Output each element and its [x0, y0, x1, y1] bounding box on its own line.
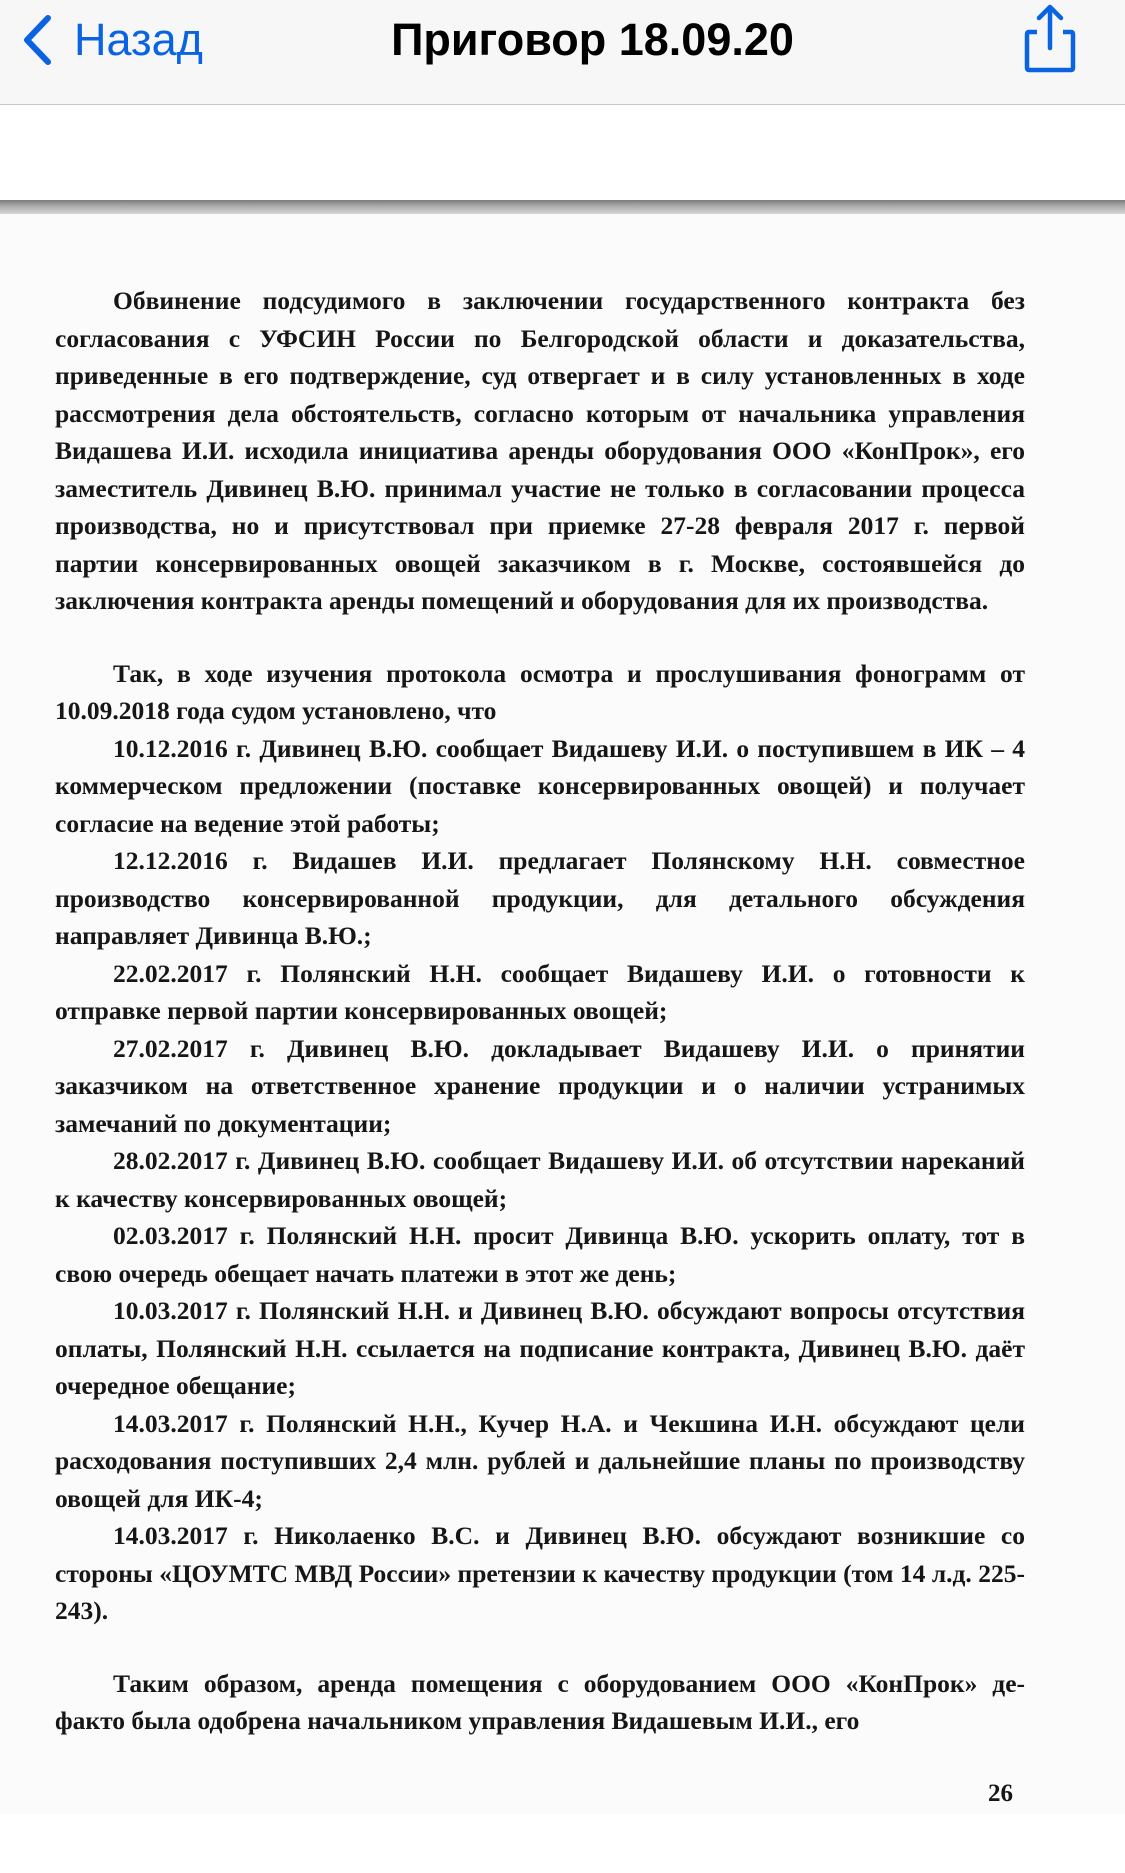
paragraph-entry: 02.03.2017 г. Полянский Н.Н. просит Дивинца В.Ю. ускорить оплату, тот в свою очередь обещает начать платежи в этот же день; [55, 1221, 1025, 1288]
share-button[interactable] [1015, 2, 1085, 74]
paragraph-entry: 14.03.2017 г. Полянский Н.Н., Кучер Н.А. и Чекшина И.Н. обсуждают цели расходования поступивших 2,4 млн. рублей и дальнейшие планы по производству овощей для ИК-4; [55, 1408, 1025, 1513]
page-top-shadow [0, 200, 1125, 214]
document-page[interactable] [0, 214, 1125, 1814]
paragraph-entry: 12.12.2016 г. Видашев И.И. предлагает Полянскому Н.Н. совместное производство консервированной продукции, для детального обсуждения направляет Дивинца В.Ю.; [55, 846, 1025, 950]
navigation-bar [0, 0, 1125, 105]
back-label: Назад [74, 14, 203, 65]
document-body [55, 282, 1025, 1740]
paragraph-entry: 27.02.2017 г. Дивинец В.Ю. докладывает Видашеву И.И. о принятии заказчиком на ответственное хранение продукции и о наличии устранимых замечаний по документации; [55, 1033, 1025, 1138]
document-title: Приговор 18.09.20 [391, 14, 794, 65]
paragraph-entry: 10.12.2016 г. Дивинец В.Ю. сообщает Видашеву И.И. о поступившем в ИК – 4 коммерческом предложении (поставке консервированных овощей) и получает согласие на ведение этой работы; [55, 733, 1025, 838]
page-number: 26 [988, 1780, 1013, 1807]
paragraph-entry: 10.03.2017 г. Полянский Н.Н. и Дивинец В.Ю. обсуждают вопросы отсутствия оплаты, Полянский Н.Н. ссылается на подписание контракта, Дивинец В.Ю. даёт очередное обещание; [55, 1296, 1025, 1400]
paragraph-intro: Так, в ходе изучения протокола осмотра и прослушивания фонограмм от 10.09.2018 года судом установлено, что [55, 658, 1025, 725]
paragraph-conclusion: Таким образом, аренда помещения с оборудованием ООО «КонПрок» де-факто была одобрена начальником управления Видашевым И.И., его [55, 1668, 1025, 1735]
paragraph-entry: 28.02.2017 г. Дивинец В.Ю. сообщает Видашеву И.И. об отсутствии нареканий к качеству консервированных овощей; [55, 1146, 1025, 1213]
paragraph-accusation: Обвинение подсудимого в заключении государственного контракта без согласования с УФСИН России по Белгородской области и доказательства, приведенные в его подтверждение, суд отвергает и в силу установленных в ходе рассмотрения дела обстоятельств, согласно которым от начальника управления Видашева И.И. исходила инициатива аренды оборудования ООО «КонПрок», его заместитель Дивинец В.Ю. принимал участие не только в согласовании процесса производства, но и присутствовал при приемке 27-28 февраля 2017 г. первой партии консервированных овощей заказчиком в г. Москве, состоявшейся до заключения контракта аренды помещений и оборудования для их производства. [55, 286, 1025, 615]
share-icon [1015, 61, 1085, 78]
paragraph-entry: 14.03.2017 г. Николаенко В.С. и Дивинец В.Ю. обсуждают возникшие со стороны «ЦОУМТС МВД России» претензии к качеству продукции (том 14 л.д. 225-243). [55, 1521, 1025, 1625]
paragraph-entry: 22.02.2017 г. Полянский Н.Н. сообщает Видашеву И.И. о готовности к отправке первой партии консервированных овощей; [55, 958, 1025, 1025]
